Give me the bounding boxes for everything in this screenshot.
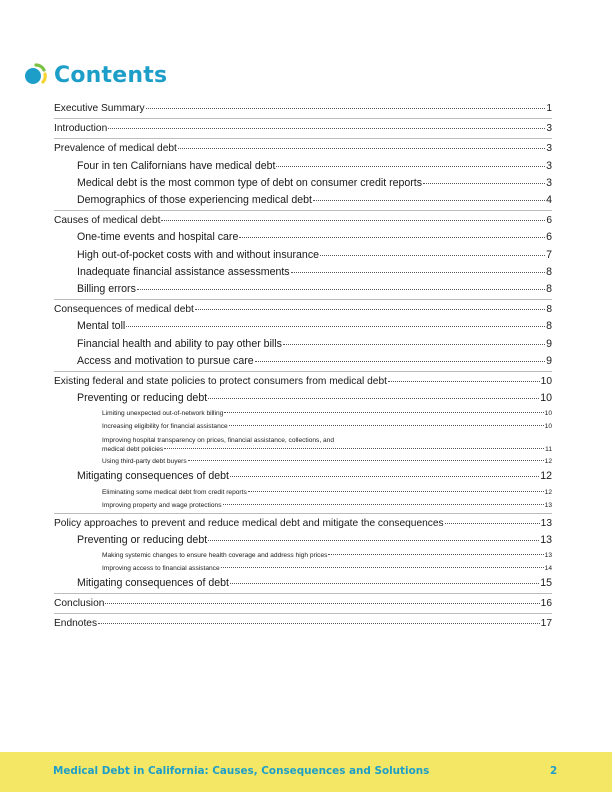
toc-entry[interactable]: Introduction 3 — [54, 123, 552, 135]
divider — [54, 613, 552, 614]
toc-entry[interactable]: Existing federal and state policies to protect consumers from medical debt 10 — [54, 376, 552, 388]
toc-entry[interactable]: Demographics of those experiencing medical debt 4 — [77, 194, 552, 207]
toc-entry[interactable]: Inadequate financial assistance assessments 8 — [77, 265, 552, 278]
toc-entry[interactable]: Executive Summary 1 — [54, 103, 552, 114]
logo-icon — [22, 62, 48, 88]
toc-entry[interactable]: Mitigating consequences of debt 12 — [77, 470, 552, 483]
toc-entry[interactable]: Causes of medical debt 6 — [54, 215, 552, 227]
toc-entry[interactable]: Access and motivation to pursue care 9 — [77, 354, 552, 367]
toc-entry[interactable]: Mental toll 8 — [77, 320, 552, 333]
toc-entry[interactable]: Billing errors 8 — [77, 283, 552, 296]
toc-entry[interactable]: Medical debt is the most common type of debt on consumer credit reports 3 — [77, 176, 552, 189]
toc-entry[interactable]: Limiting unexpected out-of-network billing 10 — [102, 410, 552, 418]
divider — [54, 118, 552, 119]
toc-entry[interactable]: Improving property and wage protections 13 — [102, 501, 552, 509]
page-number: 2 — [550, 765, 558, 777]
toc-entry[interactable]: Eliminating some medical debt from credit reports 12 — [102, 488, 552, 496]
toc-entry[interactable]: Using third-party debt buyers 12 — [102, 458, 552, 466]
table-of-contents — [54, 100, 552, 633]
toc-entry[interactable]: One-time events and hospital care 6 — [77, 231, 552, 244]
divider — [54, 371, 552, 372]
toc-entry[interactable]: Increasing eligibility for financial assistance 10 — [102, 423, 552, 431]
toc-entry[interactable]: Mitigating consequences of debt 15 — [77, 577, 552, 590]
toc-entry[interactable]: Preventing or reducing debt 13 — [77, 533, 552, 546]
divider — [54, 513, 552, 514]
toc-entry[interactable]: Improving access to financial assistance 14 — [102, 565, 552, 573]
page-footer — [0, 752, 612, 792]
toc-entry[interactable]: Endnotes 17 — [54, 618, 552, 630]
toc-entry[interactable]: Policy approaches to prevent and reduce medical debt and mitigate the consequences 13 — [54, 517, 552, 529]
toc-entry[interactable]: High out-of-pocket costs with and without insurance 7 — [77, 248, 552, 261]
divider — [54, 138, 552, 139]
footer-title: Medical Debt in California: Causes, Consequences and Solutions — [53, 765, 430, 777]
divider — [54, 299, 552, 300]
toc-entry[interactable]: Conclusion 16 — [54, 598, 552, 610]
toc-entry[interactable]: Improving hospital transparency on prices, financial assistance, collections, and medical debt policies 11 — [102, 437, 552, 454]
page-title: Contents — [54, 62, 168, 88]
toc-entry[interactable]: Preventing or reducing debt 10 — [77, 392, 552, 405]
toc-entry[interactable]: Consequences of medical debt 8 — [54, 304, 552, 316]
page-header — [22, 62, 167, 88]
toc-entry[interactable]: Prevalence of medical debt 3 — [54, 143, 552, 155]
toc-entry[interactable]: Four in ten Californians have medical debt 3 — [77, 159, 552, 172]
toc-entry[interactable]: Making systemic changes to ensure health coverage and address high prices 13 — [102, 552, 552, 560]
divider — [54, 593, 552, 594]
divider — [54, 210, 552, 211]
toc-entry[interactable]: Financial health and ability to pay other bills 9 — [77, 337, 552, 350]
